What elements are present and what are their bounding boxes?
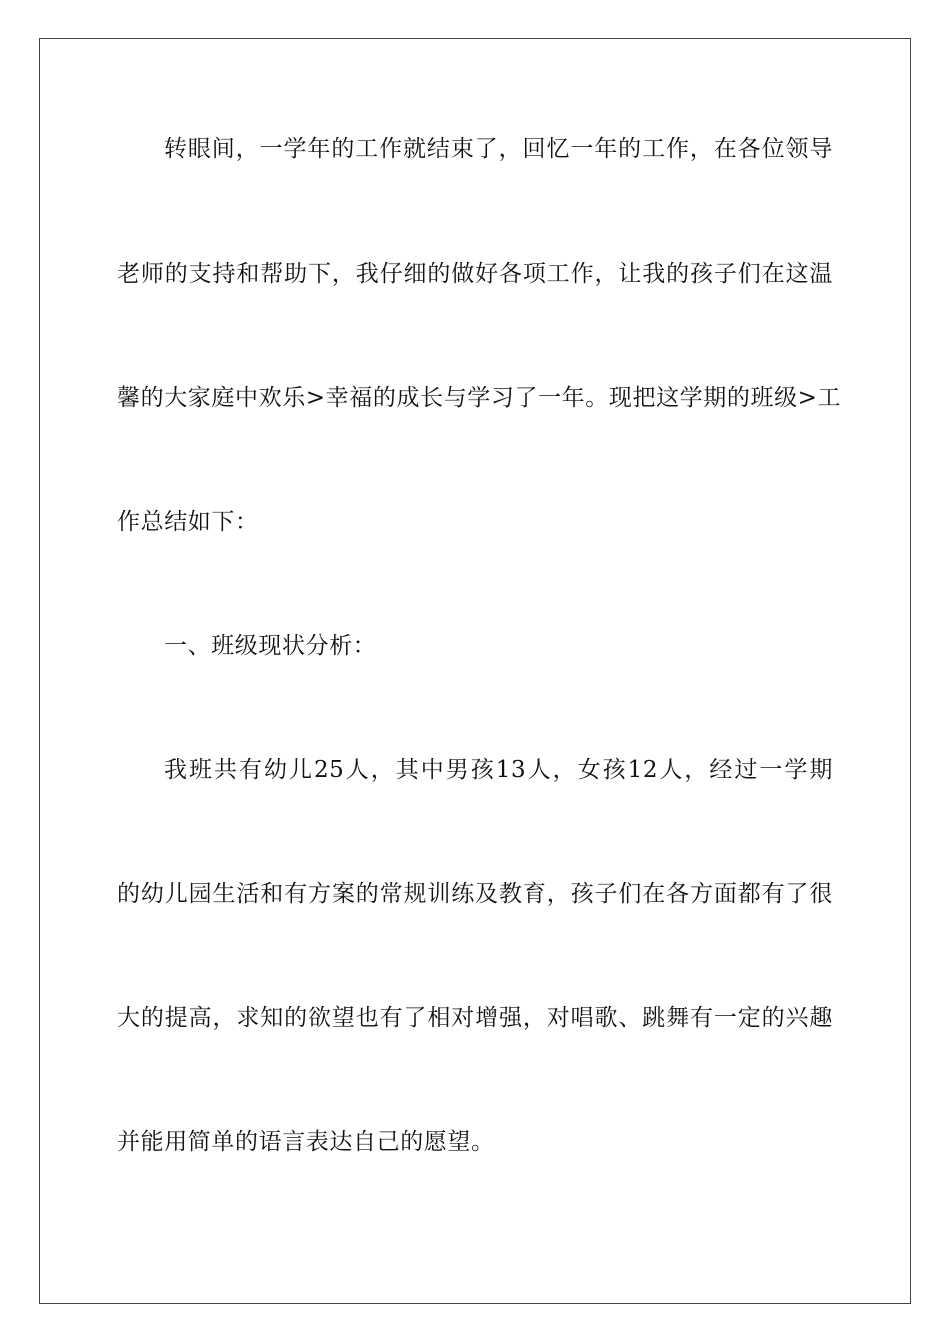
paragraph-1-line-3: 馨的大家庭中欢乐>幸福的成长与学习了一年。现把这学期的班级>工 xyxy=(117,385,842,411)
paragraph-3-line-2: 的幼儿园生活和有方案的常规训练及教育，孩子们在各方面都有了很 xyxy=(117,881,833,907)
paragraph-1-line-4: 作总结如下： xyxy=(117,509,259,535)
paragraph-1-line-2: 老师的支持和帮助下，我仔细的做好各项工作，让我的孩子们在这温 xyxy=(117,261,833,287)
paragraph-3-line-1: 我班共有幼儿25人，其中男孩13人，女孩12人，经过一学期 xyxy=(164,757,833,783)
paragraph-3-line-3: 大的提高，求知的欲望也有了相对增强，对唱歌、跳舞有一定的兴趣 xyxy=(117,1005,833,1031)
paragraph-3-line-4: 并能用简单的语言表达自己的愿望。 xyxy=(117,1129,495,1155)
section-heading: 一、班级现状分析： xyxy=(164,633,377,659)
paragraph-1-line-1: 转眼间，一学年的工作就结束了，回忆一年的工作，在各位领导 xyxy=(164,136,833,162)
page-border xyxy=(39,38,911,1304)
